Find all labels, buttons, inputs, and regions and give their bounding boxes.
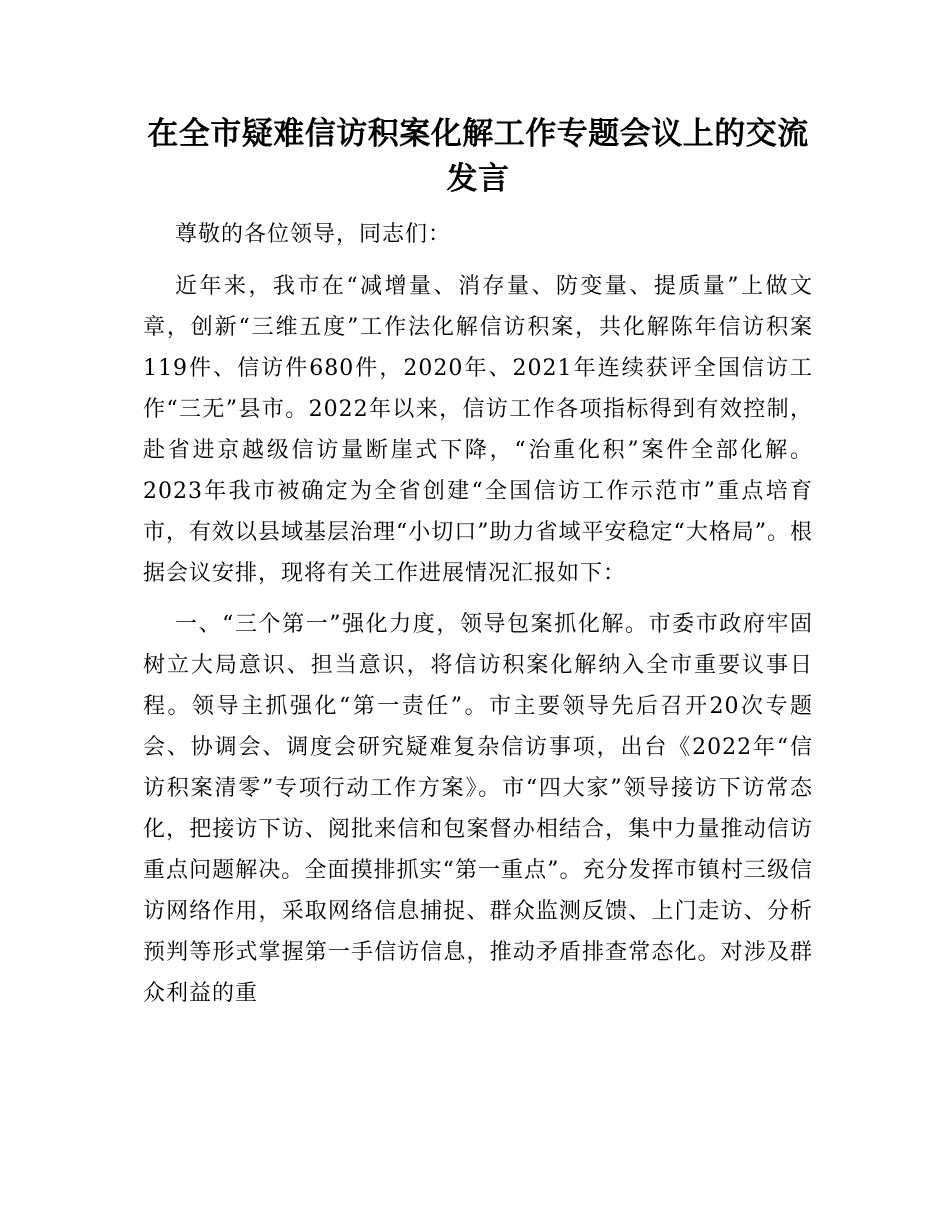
document-body [143,214,813,1024]
paragraph-intro: 近年来，我市在“减增量、消存量、防变量、提质量”上做文章，创新“三维五度”工作法化解信访积案，共化解陈年信访积案119件、信访件680件，2020年、2021年连续获评全国信访工作“三无”县市。2022年以来，信访工作各项指标得到有效控制，赴省进京越级信访量断崖式下降，“治重化积”案件全部化解。2023年我市被确定为全省创建“全国信访工作示范市”重点培育市，有效以县域基层治理“小切口”助力省域平安稳定“大格局”。根据会议安排，现将有关工作进展情况汇报如下： [143,274,813,586]
document-title: 在全市疑难信访积案化解工作专题会议上的交流发言 [147,116,809,197]
salutation: 尊敬的各位领导，同志们： [175,222,452,247]
paragraph-section-one: 一、“三个第一”强化力度，领导包案抓化解。市委市政府牢固树立大局意识、担当意识，将信访积案化解纳入全市重要议事日程。领导主抓强化“第一责任”。市主要领导先后召开20次专题会、协调会、调度会研究疑难复杂信访事项，出台《2022年“信访积案清零”专项行动工作方案》。市“四大家”领导接访下访常态化，把接访下访、阅批来信和包案督办相结合，集中力量推动信访重点问题解决。全面摸排抓实“第一重点”。充分发挥市镇村三级信访网络作用，采取网络信息捕捉、群众监测反馈、上门走访、分析预判等形式掌握第一手信访信息，推动矛盾排查常态化。对涉及群众利益的重 [143,612,813,1006]
